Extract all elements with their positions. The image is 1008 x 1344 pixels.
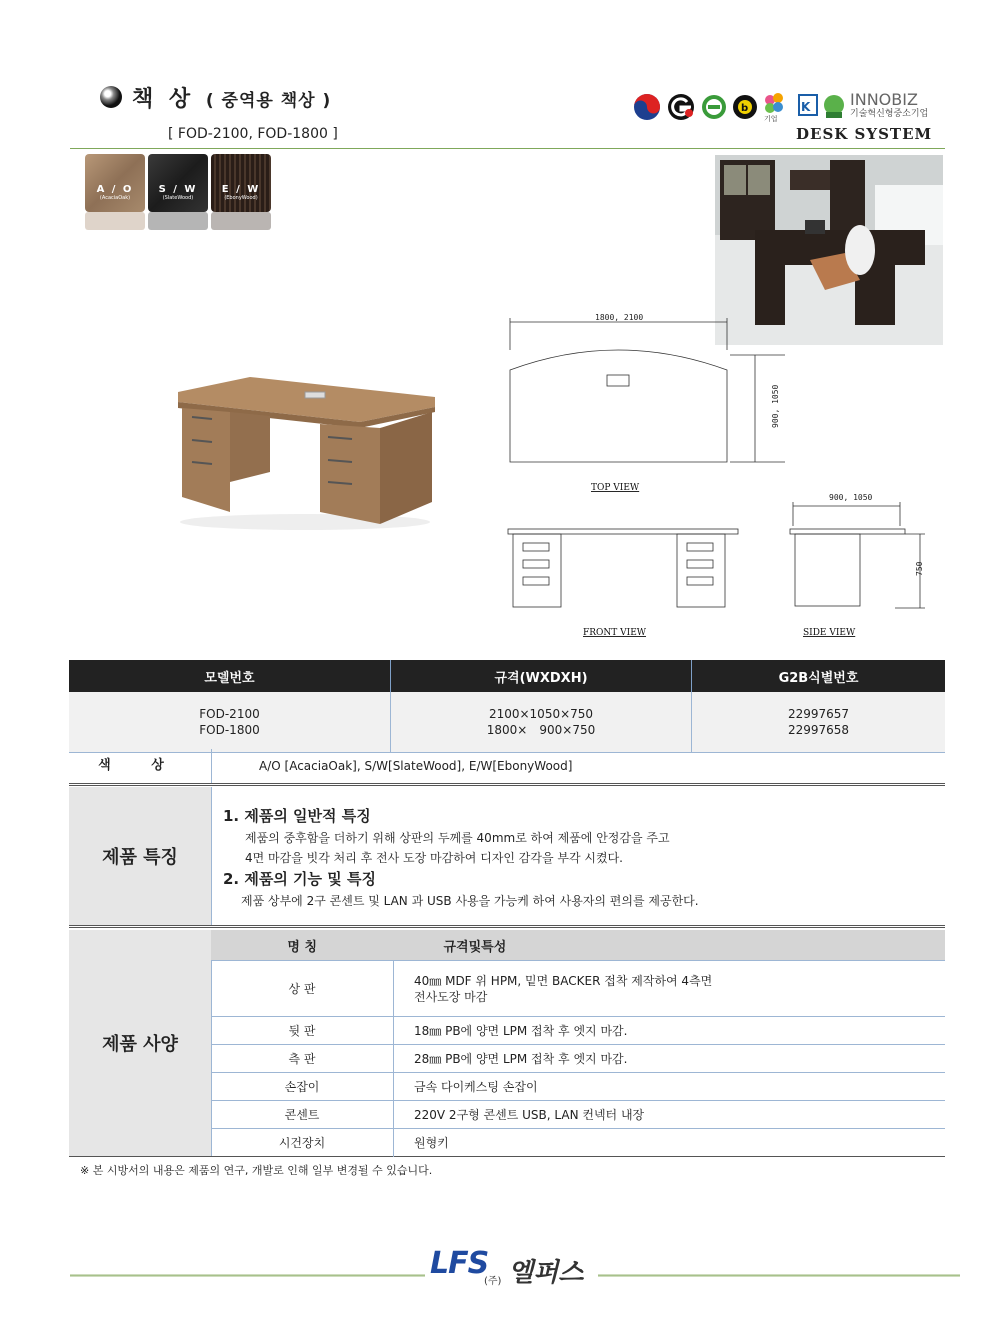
table-row: 시건장치 원형키 bbox=[211, 1129, 945, 1157]
feature-text: 제품 상부에 2구 콘센트 및 LAN 과 USB 사용을 가능케 하여 사용자의 편의를 제공한다. bbox=[241, 894, 699, 908]
table-row: 측 판 28㎜ PB에 양면 LPM 접착 후 엣지 마감. bbox=[211, 1045, 945, 1073]
taegeuk-icon bbox=[632, 92, 662, 122]
desk-product-image bbox=[170, 372, 440, 532]
color-row bbox=[69, 749, 945, 786]
eco-label-icon bbox=[700, 92, 728, 122]
swatch-reflection bbox=[211, 212, 271, 230]
swatch-reflection bbox=[148, 212, 208, 230]
swatch-reflection bbox=[85, 212, 145, 230]
model-cell: FOD-2100 FOD-1800 bbox=[69, 692, 391, 753]
front-view-label: FRONT VIEW bbox=[583, 628, 647, 638]
certification-logos bbox=[632, 92, 932, 126]
side-view-label: SIDE VIEW bbox=[803, 628, 856, 638]
side-view-drawing bbox=[785, 490, 935, 640]
g-mark-icon bbox=[666, 92, 696, 122]
table-row bbox=[69, 692, 945, 753]
top-width-dim: 1800, 2100 bbox=[595, 313, 644, 322]
spec-section bbox=[69, 930, 945, 1157]
spec-col-name: 명 칭 bbox=[211, 930, 394, 961]
kc-icon bbox=[798, 92, 818, 122]
g2b-cell: 22997657 22997658 bbox=[692, 692, 946, 753]
model-table bbox=[69, 660, 945, 753]
feature-text: 제품의 중후함을 더하기 위해 상판의 두께를 40mm로 하여 제품에 안정감을 주고 bbox=[245, 831, 670, 845]
header-g2b: G2B식별번호 bbox=[692, 660, 946, 692]
header-size: 규격(WXDXH) bbox=[391, 660, 692, 692]
table-row: 뒷 판 18㎜ PB에 양면 LPM 접착 후 엣지 마감. bbox=[211, 1017, 945, 1045]
top-view-label: TOP VIEW bbox=[591, 483, 640, 493]
disclaimer-note: ※ 본 시방서의 내용은 제품의 연구, 개발로 인해 일부 변경될 수 있습니다. bbox=[80, 1164, 433, 1177]
table-row: 상 판 40㎜ MDF 위 HPM, 밑면 BACKER 접착 제작하여 4측면 전사도장 마감 bbox=[211, 961, 945, 1017]
feature-heading-2: 2. 제품의 기능 및 특징 bbox=[223, 870, 376, 888]
header-divider bbox=[70, 148, 945, 149]
feature-heading-1: 1. 제품의 일반적 특징 bbox=[223, 807, 371, 825]
top-view-drawing bbox=[495, 310, 795, 500]
swatch-slate-wood: S / W (SlateWood) bbox=[148, 154, 208, 212]
page-subtitle: ( 중역용 책상 ) bbox=[205, 91, 332, 111]
front-view-drawing bbox=[505, 525, 745, 640]
features-label: 제품 특징 bbox=[69, 787, 212, 925]
spec-label: 제품 사양 bbox=[69, 930, 212, 1156]
table-row: 손잡이 금속 다이케스팅 손잡이 bbox=[211, 1073, 945, 1101]
swatch-acacia-oak: A / O (AcaciaOak) bbox=[85, 154, 145, 212]
green-cert-icon bbox=[822, 92, 846, 122]
svg-text:b: b bbox=[741, 103, 749, 114]
footer-line-right bbox=[598, 1274, 960, 1277]
swatch-ebony-wood: E / W (EbonyWood) bbox=[211, 154, 271, 212]
series-label: DESK SYSTEM bbox=[796, 125, 933, 143]
features-section bbox=[69, 787, 945, 928]
size-cell: 2100×1050×750 1800× 900×750 bbox=[391, 692, 692, 753]
top-depth-dim: 900, 1050 bbox=[771, 384, 780, 428]
page-title: 책 상 ( 중역용 책상 ) bbox=[132, 87, 332, 112]
color-value: A/O [AcaciaOak], S/W[SlateWood], E/W[EbonyWood] bbox=[259, 759, 573, 773]
header-model: 모델번호 bbox=[69, 660, 391, 692]
spec-col-desc: 규격및특성 bbox=[394, 930, 946, 961]
color-label: 색 상 bbox=[69, 749, 212, 783]
model-list: [ FOD-2100, FOD-1800 ] bbox=[168, 126, 338, 142]
company-logo: LFS (주) 엘퍼스 bbox=[430, 1246, 584, 1288]
green-product-icon bbox=[732, 92, 758, 122]
spec-table bbox=[211, 930, 945, 1157]
side-height-dim: 750 bbox=[915, 561, 924, 576]
footer-line-left bbox=[70, 1274, 425, 1277]
innobiz-logo: INNOBIZ 기술혁신형중소기업 bbox=[850, 90, 929, 119]
disabled-enterprise-icon bbox=[762, 92, 792, 122]
svg-text:기업: 기업 bbox=[764, 115, 778, 122]
title-bullet-icon bbox=[100, 86, 122, 108]
svg-text:K: K bbox=[801, 100, 811, 114]
feature-text: 4면 마감을 빗각 처리 후 전사 도장 마감하여 디자인 감각을 부각 시켰다. bbox=[245, 851, 623, 865]
table-row: 콘센트 220V 2구형 콘센트 USB, LAN 컨넥터 내장 bbox=[211, 1101, 945, 1129]
side-depth-dim: 900, 1050 bbox=[829, 493, 873, 502]
